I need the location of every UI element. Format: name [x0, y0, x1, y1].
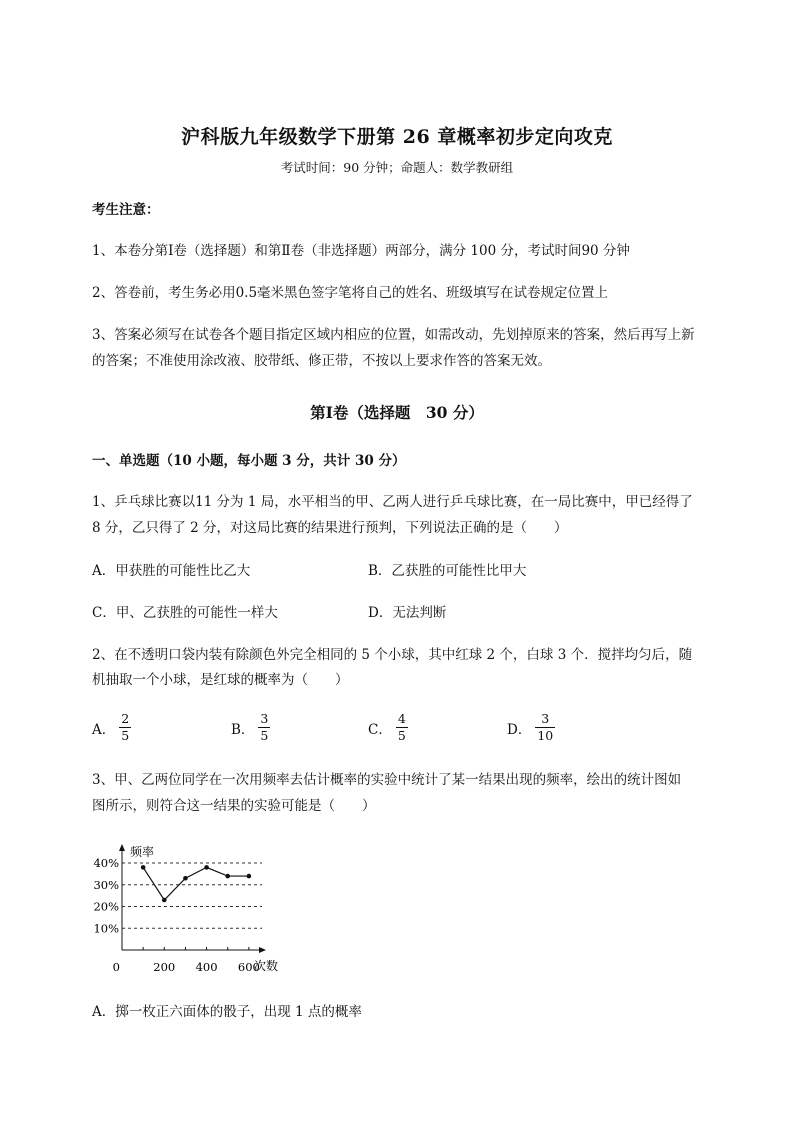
q1-option-c[interactable]: C．甲、乙获胜的可能性一样大 [92, 605, 278, 621]
denominator: 5 [260, 728, 269, 743]
numerator: 3 [260, 711, 269, 726]
axis-ticks [93, 856, 259, 974]
numerator: 4 [397, 711, 406, 726]
fraction [535, 712, 555, 743]
q3-option-a[interactable]: A．掷一枚正六面体的骰子，出现 1 点的概率 [92, 1004, 362, 1020]
data-point [247, 874, 252, 879]
q1-option-d[interactable]: D．无法判断 [368, 605, 447, 621]
notice-item-3: 3、答案必须写在试卷各个题目指定区域内相应的位置，如需改动，先划掉原来的答案，然后再写上新 [92, 327, 695, 343]
question-2-line-2: 机抽取一个小球，是红球的概率为（ ） [92, 672, 349, 688]
notice-heading: 考生注意： [92, 202, 160, 218]
x-tick-label: 600 [237, 960, 260, 974]
data-point [162, 898, 167, 903]
fraction [258, 712, 270, 743]
q1-option-b[interactable]: B．乙获胜的可能性比甲大 [368, 563, 527, 579]
page-title: 沪科版九年级数学下册第 26 章概率初步定向攻克 [181, 126, 613, 148]
x-tick-label: 200 [153, 960, 176, 974]
exam-info: 考试时间：90 分钟；命题人：数学教研组 [280, 160, 514, 175]
question-2-line-1: 2、在不透明口袋内装有除颜色外完全相同的 5 个小球，其中红球 2 个，白球 3 个．搅拌均匀后，随 [92, 647, 693, 663]
y-axis-arrow [119, 844, 125, 851]
frequency-line-chart [80, 838, 300, 978]
q2-option-b[interactable] [231, 712, 270, 743]
fraction [119, 712, 131, 743]
data-point [225, 874, 230, 879]
section-title: 第Ⅰ卷（选择题 30 分） [310, 403, 484, 422]
question-1-line-1: 1、乒乓球比赛以11 分为 1 局，水平相当的甲、乙两人进行乒乓球比赛，在一局比赛中，甲已经得了 [92, 494, 693, 510]
y-tick-label: 10% [93, 921, 119, 936]
x-axis-arrow [259, 947, 266, 953]
notice-item-3-cont: 的答案；不准使用涂改液、胶带纸、修正带，不按以上要求作答的答案无效。 [92, 353, 551, 369]
data-point [204, 865, 209, 870]
notice-item-1: 1、本卷分第Ⅰ卷（选择题）和第Ⅱ卷（非选择题）两部分，满分 100 分，考试时间90 分钟 [92, 243, 630, 259]
option-label: A． [92, 721, 116, 738]
denominator: 10 [537, 728, 554, 743]
option-label: B． [231, 721, 255, 738]
notice-item-2: 2、答卷前，考生务必用0.5毫米黑色签字笔将自己的姓名、班级填写在试卷规定位置上 [92, 285, 609, 301]
x-tick-label: 0 [112, 960, 120, 974]
y-tick-label: 30% [93, 877, 119, 892]
x-axis-label: 次数 [254, 959, 279, 973]
q2-option-d[interactable] [507, 712, 555, 743]
option-label: C． [368, 721, 392, 738]
data-point [141, 865, 146, 870]
y-axis-label: 频率 [130, 845, 155, 859]
question-3-line-2: 图所示，则符合这一结果的实验可能是（ ） [92, 798, 376, 814]
part-title: 一、单选题（10 小题，每小题 3 分，共计 30 分） [92, 453, 406, 469]
q2-option-c[interactable] [368, 712, 408, 743]
data-point [183, 876, 188, 881]
option-label: D． [507, 721, 532, 738]
y-tick-label: 20% [93, 899, 119, 914]
data-points [141, 865, 251, 902]
x-tick-label: 400 [195, 960, 218, 974]
q1-option-a[interactable]: A．甲获胜的可能性比乙大 [92, 563, 251, 579]
numerator: 2 [121, 711, 130, 726]
denominator: 5 [397, 728, 406, 743]
denominator: 5 [121, 728, 130, 743]
numerator: 3 [541, 711, 550, 726]
fraction [396, 712, 408, 743]
series-line [143, 867, 249, 900]
data-line [143, 867, 249, 900]
grid-lines [122, 863, 262, 928]
question-3-line-1: 3、甲、乙两位同学在一次用频率去估计概率的实验中统计了某一结果出现的频率，绘出的统计图如 [92, 772, 682, 788]
question-1-line-2: 8 分，乙只得了 2 分，对这局比赛的结果进行预判，下列说法正确的是（ ） [92, 520, 568, 536]
q2-option-a[interactable] [92, 712, 131, 743]
y-tick-label: 40% [93, 856, 119, 871]
